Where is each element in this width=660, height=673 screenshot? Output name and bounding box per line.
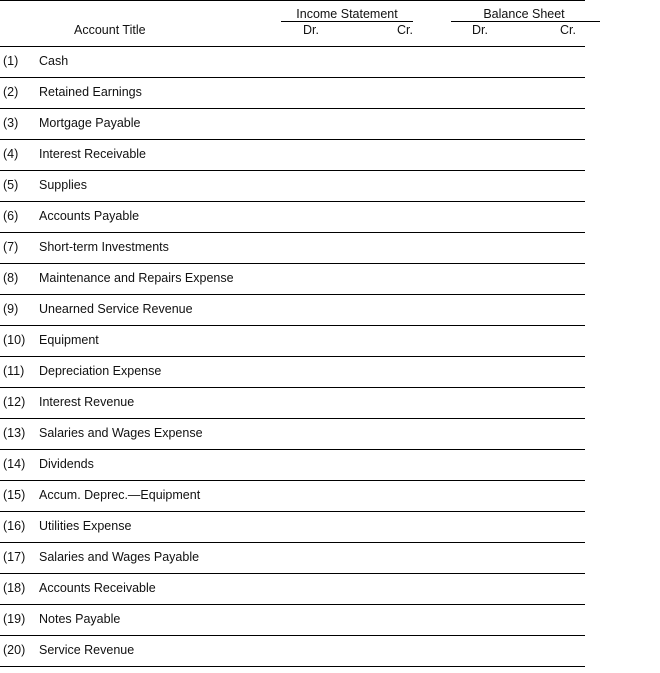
income-statement-underline <box>281 21 413 22</box>
table-row <box>0 635 585 666</box>
balance-sheet-label: Balance Sheet <box>483 7 565 21</box>
bs-dr-header: Dr. <box>472 23 488 37</box>
account-title: Supplies <box>39 178 87 192</box>
account-title: Notes Payable <box>39 612 121 626</box>
table-row <box>0 232 585 263</box>
row-number: (10) <box>3 333 26 347</box>
row-number: (19) <box>3 612 26 626</box>
account-title: Accum. Deprec.—Equipment <box>39 488 201 502</box>
table-row <box>0 263 585 294</box>
table-row <box>0 387 585 418</box>
account-title: Mortgage Payable <box>39 116 141 130</box>
row-number: (11) <box>3 364 25 378</box>
account-title: Retained Earnings <box>39 85 142 99</box>
account-title: Accounts Receivable <box>39 581 156 595</box>
table-row <box>0 449 585 480</box>
row-number: (18) <box>3 581 26 595</box>
account-title: Salaries and Wages Payable <box>39 550 200 564</box>
table-row <box>0 480 585 511</box>
row-number: (12) <box>3 395 26 409</box>
account-rows <box>0 46 585 666</box>
row-number: (15) <box>3 488 26 502</box>
table-row <box>0 511 585 542</box>
account-title: Utilities Expense <box>39 519 132 533</box>
row-number: (6) <box>3 209 19 223</box>
row-number: (13) <box>3 426 26 440</box>
account-title: Cash <box>39 54 69 68</box>
table-row <box>0 573 585 604</box>
row-number: (7) <box>3 240 19 254</box>
table-row <box>0 139 585 170</box>
row-number: (14) <box>3 457 26 471</box>
row-number: (4) <box>3 147 19 161</box>
row-number: (20) <box>3 643 26 657</box>
account-title: Depreciation Expense <box>39 364 162 378</box>
is-cr-header: Cr. <box>397 23 413 37</box>
row-number: (16) <box>3 519 26 533</box>
row-number: (5) <box>3 178 19 192</box>
account-title: Interest Revenue <box>39 395 135 409</box>
table-row <box>0 542 585 573</box>
account-title: Equipment <box>39 333 99 347</box>
is-dr-header: Dr. <box>303 23 319 37</box>
row-number: (3) <box>3 116 19 130</box>
table-row <box>0 325 585 356</box>
table-row <box>0 201 585 232</box>
row-number: (2) <box>3 85 19 99</box>
table-row <box>0 418 585 449</box>
table-row <box>0 77 585 108</box>
table-row <box>0 356 585 387</box>
account-title: Salaries and Wages Expense <box>39 426 203 440</box>
account-title: Unearned Service Revenue <box>39 302 193 316</box>
table-row <box>0 604 585 635</box>
row-number: (17) <box>3 550 26 564</box>
row-number: (9) <box>3 302 19 316</box>
account-title: Dividends <box>39 457 94 471</box>
account-title: Short-term Investments <box>39 240 169 254</box>
income-statement-header <box>283 7 411 22</box>
account-title: Accounts Payable <box>39 209 140 223</box>
top-rule <box>0 0 585 1</box>
table-row <box>0 170 585 201</box>
row-number: (8) <box>3 271 19 285</box>
account-title: Maintenance and Repairs Expense <box>39 271 234 285</box>
table-row <box>0 108 585 139</box>
account-title: Service Revenue <box>39 643 135 657</box>
bs-cr-header: Cr. <box>560 23 576 37</box>
balance-sheet-header <box>471 7 577 22</box>
account-title-header: Account Title <box>74 23 146 37</box>
table-row <box>0 294 585 325</box>
account-title: Interest Receivable <box>39 147 147 161</box>
table-row <box>0 46 585 77</box>
row-number: (1) <box>3 54 19 68</box>
bottom-rule <box>0 666 585 667</box>
income-statement-label: Income Statement <box>296 7 398 21</box>
